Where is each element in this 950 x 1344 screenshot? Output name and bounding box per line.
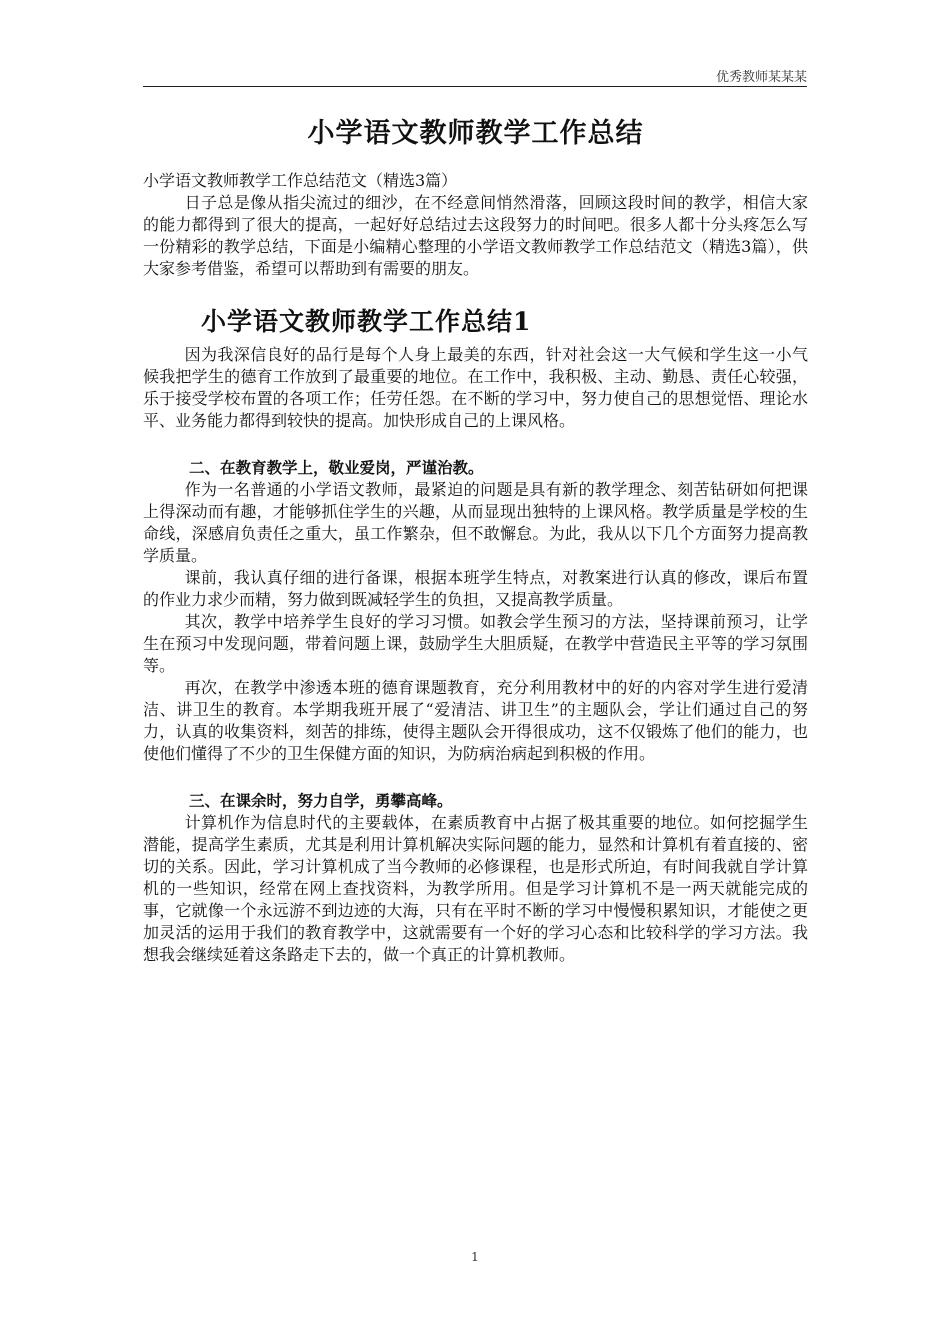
document-body	[143, 108, 808, 966]
header-divider	[143, 86, 807, 87]
intro-paragraph: 日子总是像从指尖流过的细沙，在不经意间悄然滑落，回顾这段时间的教学，相信大家的能力都得到了很大的提高，一起好好总结过去这段努力的时间吧。很多人都十分头疼怎么写一份精彩的教学总结，下面是小编精心整理的小学语文教师教学工作总结范文（精选3篇），供大家参考借鉴，希望可以帮助到有需要的朋友。	[143, 193, 808, 278]
header-author: 优秀教师某某某	[715, 70, 807, 85]
heading-2: 二、在教育教学上，敬业爱岗，严谨治教。	[189, 458, 484, 477]
paragraph-5: 再次，在教学中渗透本班的德育课题教育，充分利用教材中的好的内容对学生进行爱清洁、讲卫生的教育。本学期我班开展了“爱清洁、讲卫生”的主题队会，学让们通过自己的努力，认真的收集资料，刻苦的排练，使得主题队会开得很成功，这不仅锻炼了他们的能力，也使他们懂得了不少的卫生保健方面的知识，为防病治病起到积极的作用。	[143, 678, 808, 763]
paragraph-3: 课前，我认真仔细的进行备课，根据本班学生特点，对教案进行认真的修改，课后布置的作业力求少而精，努力做到既减轻学生的负担，又提高教学质量。	[143, 568, 808, 609]
page-number: 1	[471, 1250, 479, 1264]
paragraph-4: 其次，教学中培养学生良好的学习习惯。如教会学生预习的方法，坚持课前预习，让学生在预习中发现问题，带着问题上课，鼓励学生大胆质疑，在教学中营造民主平等的学习氛围等。	[143, 612, 808, 675]
paragraph-6: 计算机作为信息时代的主要载体，在素质教育中占据了极其重要的地位。如何挖掘学生潜能，提高学生素质，尤其是利用计算机解决实际问题的能力，显然和计算机有着直接的、密切的关系。因此，学习计算机成了当今教师的必修课程，也是形式所迫，有时间我就自学计算机的一些知识，经常在网上查找资料，为教学所用。但是学习计算机不是一两天就能完成的事，它就像一个永远游不到边迹的大海，只有在平时不断的学习中慢慢积累知识，才能使之更加灵活的运用于我们的教育教学中，这就需要有一个好的学习心态和比较科学的学习方法。我想我会继续延着这条路走下去的，做一个真正的计算机教师。	[143, 813, 808, 964]
heading-3: 三、在课余时，努力自学，勇攀高峰。	[189, 791, 453, 810]
document-title: 小学语文教师教学工作总结	[307, 118, 644, 149]
paragraph-1: 因为我深信良好的品行是每个人身上最美的东西，针对社会这一大气候和学生这一小气候我把学生的德育工作放到了最重要的地位。在工作中，我积极、主动、勤恳、责任心较强，乐于接受学校布置的各项工作；任劳任怨。在不断的学习中，努力使自己的思想觉悟、理论水平、业务能力都得到较快的提高。加快形成自己的上课风格。	[143, 345, 808, 430]
paragraph-2: 作为一名普通的小学语文教师，最紧迫的问题是具有新的教学理念、刻苦钻研如何把课上得深动而有趣，才能够抓住学生的兴趣，从而显现出独特的上课风格。教学质量是学校的生命线，深感肩负责任之重大，虽工作繁杂，但不敢懈怠。为此，我从以下几个方面努力提高教学质量。	[143, 480, 808, 565]
section-title: 小学语文教师教学工作总结1	[201, 307, 532, 336]
document-subtitle: 小学语文教师教学工作总结范文（精选3篇）	[143, 171, 458, 190]
